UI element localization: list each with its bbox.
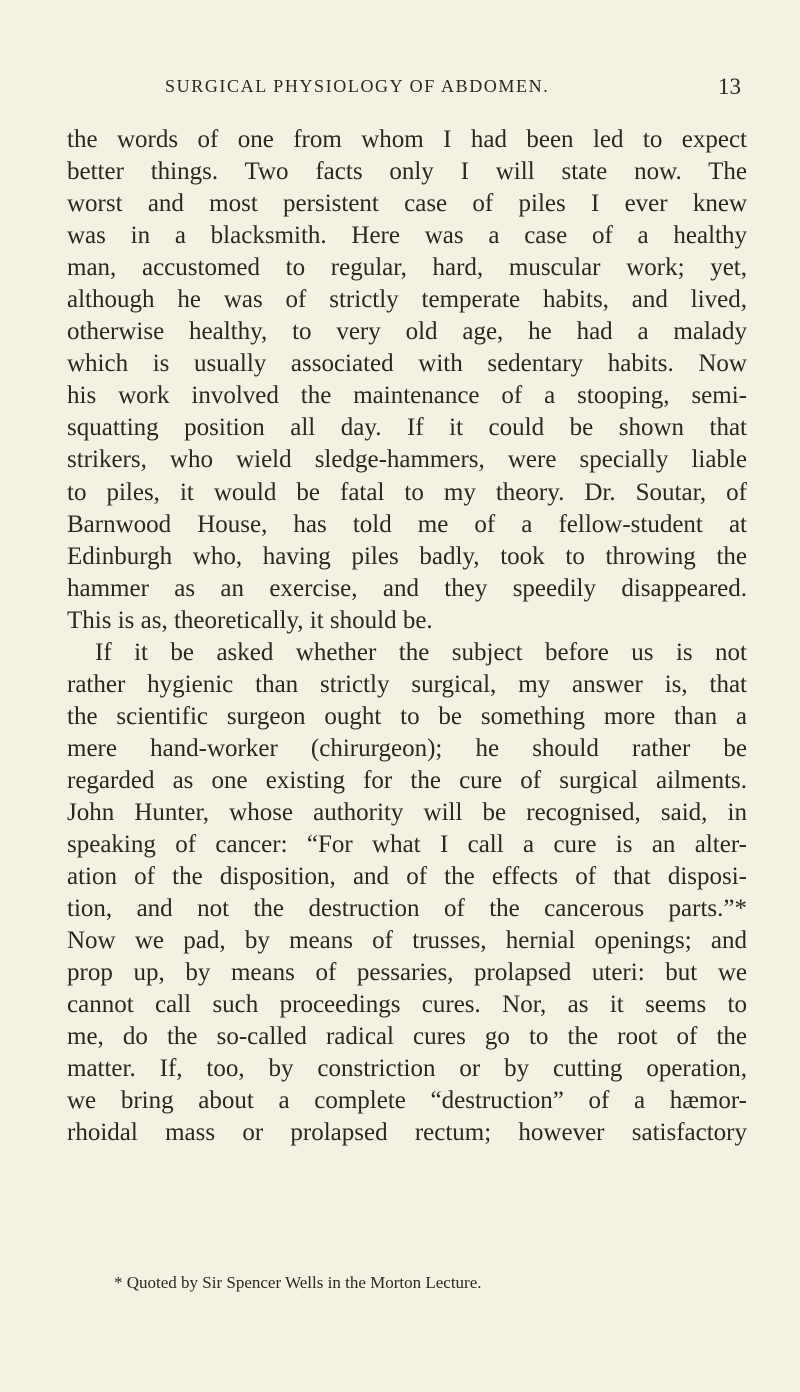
text-line: man, accustomed to regular, hard, muscular work; yet, <box>67 254 747 282</box>
text-line: prop up, by means of pessaries, prolapsed uteri: but we <box>67 959 747 987</box>
text-line: the scientific surgeon ought to be something more than a <box>67 702 747 730</box>
text-line: although he was of strictly temperate habits, and lived, <box>67 286 747 314</box>
page-number: 13 <box>718 74 741 99</box>
paragraph-end-line: This is as, theoretically, it should be. <box>67 606 433 634</box>
text-line: matter. If, too, by constriction or by cutting operation, <box>67 1055 747 1083</box>
text-line: to piles, it would be fatal to my theory. Dr. Soutar, of <box>67 478 747 506</box>
text-line: we bring about a complete “destruction” of a hæmor- <box>67 1087 747 1115</box>
text-line: otherwise healthy, to very old age, he had a malady <box>67 318 747 346</box>
text-line: squatting position all day. If it could be shown that <box>67 414 747 442</box>
text-line: John Hunter, whose authority will be recognised, said, in <box>67 798 747 826</box>
body-text <box>67 124 747 1150</box>
running-head <box>0 76 800 106</box>
text-line: speaking of cancer: “For what I call a cure is an alter- <box>67 831 747 859</box>
paragraph-start-line: If it be asked whether the subject before us is not <box>95 638 747 666</box>
text-line: strikers, who wield sledge-hammers, were specially liable <box>67 446 747 474</box>
text-line: the words of one from whom I had been led to expect <box>67 126 747 153</box>
text-line: regarded as one existing for the cure of surgical ailments. <box>67 766 747 794</box>
text-line: better things. Two facts only I will state now. The <box>67 158 747 186</box>
text-line: mere hand-worker (chirurgeon); he should rather be <box>67 734 747 762</box>
text-line: hammer as an exercise, and they speedily disappeared. <box>67 574 747 602</box>
text-line: ation of the disposition, and of the effects of that disposi- <box>67 863 747 891</box>
text-line: Barnwood House, has told me of a fellow-student at <box>67 510 747 538</box>
text-line: me, do the so-called radical cures go to the root of the <box>67 1023 747 1051</box>
footnote: * Quoted by Sir Spencer Wells in the Morton Lecture. <box>114 1273 482 1292</box>
text-line: his work involved the maintenance of a stooping, semi- <box>67 382 747 410</box>
running-title: SURGICAL PHYSIOLOGY OF ABDOMEN. <box>165 76 550 96</box>
text-line: Edinburgh who, having piles badly, took to throwing the <box>67 542 747 570</box>
text-line: tion, and not the destruction of the cancerous parts.”* <box>67 895 747 923</box>
text-line: was in a blacksmith. Here was a case of a healthy <box>67 222 747 250</box>
text-line: cannot call such proceedings cures. Nor, as it seems to <box>67 991 747 1019</box>
text-line: worst and most persistent case of piles I ever knew <box>67 190 747 218</box>
text-line: rhoidal mass or prolapsed rectum; however satisfactory <box>67 1119 747 1147</box>
text-line: Now we pad, by means of trusses, hernial openings; and <box>67 927 747 955</box>
text-line: which is usually associated with sedentary habits. Now <box>67 350 747 378</box>
text-line: rather hygienic than strictly surgical, my answer is, that <box>67 670 747 698</box>
